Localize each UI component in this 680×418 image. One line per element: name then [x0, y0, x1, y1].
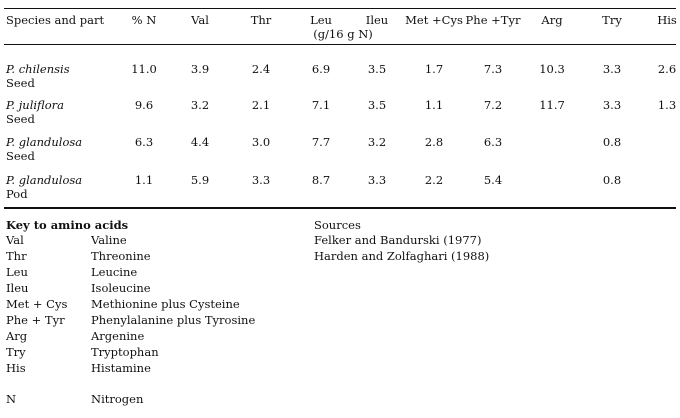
row-part: Seed [6, 112, 35, 126]
sources-title: Sources [314, 218, 361, 232]
cell-try: 3.3 [602, 98, 622, 112]
header-ileu: Ileu [365, 13, 389, 27]
cell-percent-n: 9.6 [134, 98, 154, 112]
table-bottom-rule [4, 207, 676, 209]
key-name: Argenine [91, 329, 145, 343]
cell-met-cys: 2.2 [424, 173, 444, 187]
header-species: Species and part [6, 13, 105, 27]
table-header-rule [4, 44, 676, 45]
key-abbr: Try [6, 345, 26, 359]
key-abbr: Met + Cys [6, 297, 68, 311]
cell-leu: 7.7 [311, 135, 331, 149]
key-name: Threonine [91, 249, 151, 263]
row-part: Pod [6, 187, 28, 201]
key-name: Tryptophan [91, 345, 159, 359]
cell-arg: 11.7 [539, 98, 565, 112]
row-part: Seed [6, 76, 35, 90]
cell-try: 3.3 [602, 62, 622, 76]
key-title: Key to amino acids [6, 218, 129, 232]
header-phe-tyr: Phe +Tyr [465, 13, 521, 27]
key-name: Histamine [91, 361, 151, 375]
row-part: Seed [6, 149, 35, 163]
cell-met-cys: 1.7 [424, 62, 444, 76]
key-abbr: Phe + Tyr [6, 313, 65, 327]
key-abbr: Ileu [6, 281, 29, 295]
row-species: P. juliflora [6, 98, 64, 112]
cell-val: 4.4 [190, 135, 210, 149]
key-abbr: Arg [6, 329, 28, 343]
cell-phe-tyr: 6.3 [483, 135, 503, 149]
header-try: Try [602, 13, 622, 27]
cell-val: 5.9 [190, 173, 210, 187]
cell-ileu: 3.5 [367, 62, 387, 76]
key-abbr: Thr [6, 249, 27, 263]
cell-percent-n: 1.1 [134, 173, 154, 187]
cell-ileu: 3.2 [367, 135, 387, 149]
cell-ileu: 3.3 [367, 173, 387, 187]
header-unit-note: (g/16 g N) [313, 27, 373, 41]
row-species: P. glandulosa [6, 173, 83, 187]
key-name: Nitrogen [91, 392, 144, 406]
cell-his: 2.6 [657, 62, 677, 76]
source-item: Harden and Zolfaghari (1988) [314, 249, 490, 263]
cell-percent-n: 11.0 [131, 62, 157, 76]
key-abbr: Leu [6, 265, 28, 279]
cell-val: 3.2 [190, 98, 210, 112]
cell-ileu: 3.5 [367, 98, 387, 112]
cell-leu: 6.9 [311, 62, 331, 76]
cell-try: 0.8 [602, 135, 622, 149]
cell-phe-tyr: 7.2 [483, 98, 503, 112]
cell-thr: 2.1 [251, 98, 271, 112]
header-percent-n: % N [131, 13, 157, 27]
key-abbr: His [6, 361, 26, 375]
cell-his: 1.3 [657, 98, 677, 112]
header-his: His [657, 13, 677, 27]
header-met-cys: Met +Cys [405, 13, 463, 27]
cell-met-cys: 1.1 [424, 98, 444, 112]
cell-percent-n: 6.3 [134, 135, 154, 149]
table-top-rule [4, 8, 676, 9]
cell-thr: 2.4 [251, 62, 271, 76]
key-name: Leucine [91, 265, 138, 279]
key-abbr: N [6, 392, 17, 406]
cell-phe-tyr: 7.3 [483, 62, 503, 76]
key-abbr: Val [6, 233, 24, 247]
key-name: Valine [91, 233, 127, 247]
header-val: Val [191, 13, 209, 27]
header-thr: Thr [250, 13, 272, 27]
cell-arg: 10.3 [539, 62, 565, 76]
cell-try: 0.8 [602, 173, 622, 187]
key-name: Isoleucine [91, 281, 151, 295]
cell-met-cys: 2.8 [424, 135, 444, 149]
row-species: P. glandulosa [6, 135, 83, 149]
cell-thr: 3.3 [251, 173, 271, 187]
cell-thr: 3.0 [251, 135, 271, 149]
header-arg: Arg [541, 13, 563, 27]
row-species: P. chilensis [6, 62, 70, 76]
key-name: Methionine plus Cysteine [91, 297, 240, 311]
header-leu: Leu [310, 13, 332, 27]
cell-phe-tyr: 5.4 [483, 173, 503, 187]
source-item: Felker and Bandurski (1977) [314, 233, 482, 247]
cell-leu: 7.1 [311, 98, 331, 112]
cell-val: 3.9 [190, 62, 210, 76]
cell-leu: 8.7 [311, 173, 331, 187]
key-name: Phenylalanine plus Tyrosine [91, 313, 256, 327]
